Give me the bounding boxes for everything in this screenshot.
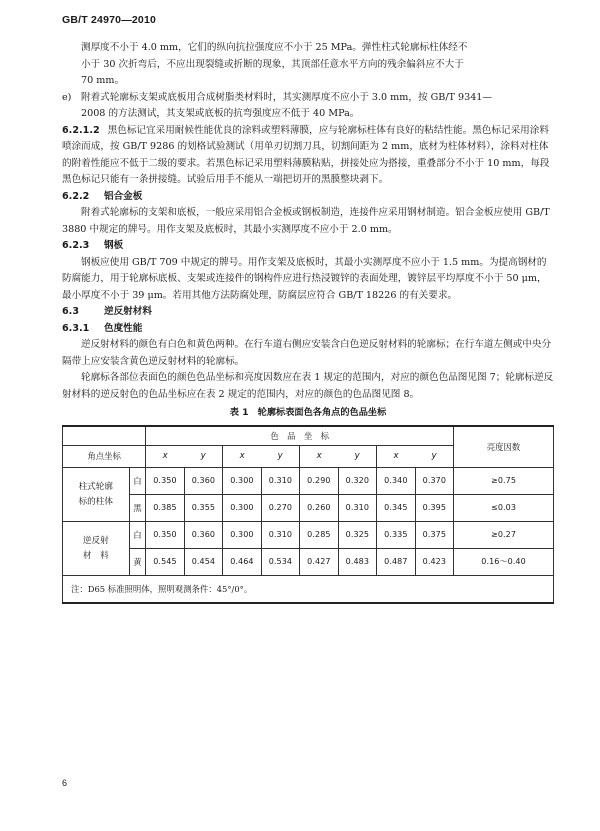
value-cell: 0.345	[377, 495, 415, 522]
page-number: 6	[62, 778, 68, 788]
axis-y-label: y	[354, 451, 360, 462]
axis-y-label: y	[277, 451, 283, 462]
axis-y-label: y	[431, 451, 437, 462]
axis-x-label: x	[393, 451, 399, 462]
standard-number-header: GB/T 24970—2010	[62, 14, 157, 26]
value-cell: 0.260	[300, 495, 338, 522]
luminance-cell: ≥0.27	[454, 522, 554, 549]
group-label: 逆反射 材 料	[63, 522, 130, 576]
value-cell: 0.370	[415, 468, 453, 495]
value-cell: 0.423	[415, 549, 453, 576]
value-cell: 0.360	[184, 468, 222, 495]
group-label: 柱式轮廓 标的柱体	[63, 468, 130, 522]
value-cell: 0.300	[223, 468, 261, 495]
value-cell: 0.350	[146, 522, 184, 549]
value-cell: 0.355	[184, 495, 222, 522]
value-cell: 0.385	[146, 495, 184, 522]
luminance-cell: 0.16～0.40	[454, 549, 554, 576]
value-cell: 0.270	[261, 495, 299, 522]
value-cell: 0.300	[223, 522, 261, 549]
value-cell: 0.545	[146, 549, 184, 576]
section-6-2-1-2	[62, 123, 554, 189]
clause-title: 铝合金板	[104, 190, 143, 202]
list-item-label: e)	[62, 91, 72, 103]
value-cell: 0.487	[377, 549, 415, 576]
value-cell: 0.534	[261, 549, 299, 576]
axis-x-label: x	[316, 451, 322, 462]
corner-header: 角点坐标	[63, 446, 146, 468]
corner-3-header	[300, 446, 377, 468]
luminance-cell: ≥0.75	[454, 468, 554, 495]
corner-4-header	[377, 446, 454, 468]
value-cell: 0.360	[184, 522, 222, 549]
clause-number: 6.3.1	[62, 322, 90, 334]
value-cell: 0.290	[300, 468, 338, 495]
clause-number: 6.2.1.2	[62, 124, 100, 136]
value-cell: 0.375	[415, 522, 453, 549]
clause-title: 逆反射材料	[104, 306, 152, 317]
clause-title: 色度性能	[104, 322, 143, 334]
clause-text: 黑色标记宜采用耐候性能优良的涂料或塑料薄膜，应与轮廓标柱体有良好的粘结性能。黑色标记采用涂料喷涂而成，按 GB/T 9286 的划格试验测试（用单刃切割刀具，切割间距为 2 mm，底材为柱体材料），涂料对柱体的附着性能应不低于二级的要求。若黑色标记采用塑料薄膜粘贴，拼接处应为搭接，重叠部分不小于 10 mm，每段黑色标记只能有一条拼接缝。试验后用手不能从一端把切开的黑膜整块剥下。	[62, 124, 550, 185]
table-row	[63, 495, 554, 522]
clause-title: 钢板	[104, 240, 124, 251]
paragraph-line: 小于 30 次折弯后，不应出现裂缝或折断的现象，其顶部任意水平方向的残余偏斜应不大于	[81, 58, 464, 70]
value-cell: 0.464	[223, 549, 261, 576]
table-note: 注：D65 标准照明体，照明观测条件：45°/0°。	[63, 576, 554, 604]
chroma-header: 色 品 坐 标	[146, 426, 454, 446]
section-6-3-1-text: 轮廓标各部位表面色的颜色色品坐标和亮度因数应在表 1 规定的范围内，对应的颜色色品图见图 7；轮廓标逆反射材料的逆反射色的色品坐标应在表 2 规定的范围内，对应的颜色的色品图见图 8。	[62, 372, 554, 400]
luminance-header: 亮度因数	[454, 426, 554, 468]
color-cell: 白	[129, 522, 146, 549]
value-cell: 0.483	[338, 549, 376, 576]
axis-x-label: x	[162, 451, 168, 462]
value-cell: 0.454	[184, 549, 222, 576]
clause-number: 6.2.3	[62, 240, 90, 251]
section-6-3-1-heading	[62, 321, 554, 338]
value-cell: 0.340	[377, 468, 415, 495]
value-cell: 0.310	[261, 522, 299, 549]
paragraph-line: 测厚度不小于 4.0 mm，它们的纵向抗拉强度应不小于 25 MPa。弹性柱式轮廓标柱体经不	[81, 42, 468, 53]
section-6-2-3-heading	[62, 238, 554, 255]
table-row	[63, 522, 554, 549]
value-cell: 0.395	[415, 495, 453, 522]
value-cell: 0.310	[261, 468, 299, 495]
section-6-3-heading	[62, 304, 554, 321]
axis-x-label: x	[239, 451, 245, 462]
table-row	[63, 468, 554, 495]
corner-1-header	[146, 446, 223, 468]
table-caption: 表 1 轮廓标表面色各角点的色品坐标	[229, 407, 387, 418]
value-cell: 0.335	[377, 522, 415, 549]
section-6-3-1-text: 逆反射材料的颜色有白色和黄色两种。在行车道右侧应安装含白色逆反射材料的轮廓标；在行车道左侧或中央分隔带上应安装含黄色逆反射材料的轮廓标。	[62, 339, 552, 367]
paragraph-line: 70 mm。	[81, 75, 125, 86]
corner-2-header	[223, 446, 300, 468]
color-cell: 黑	[129, 495, 146, 522]
value-cell: 0.320	[338, 468, 376, 495]
clause-number: 6.3	[62, 306, 79, 317]
value-cell: 0.427	[300, 549, 338, 576]
page-content	[62, 40, 554, 604]
table-row	[63, 549, 554, 576]
section-6-2-3-text: 钢板应使用 GB/T 709 中规定的牌号。用作支架及底板时，其最小实测厚度不应小于 1.5 mm。为提高钢材的防腐能力，用于轮廓标底板、支架或连接件的钢构件应进行热浸镀锌的表面处理，镀锌层平均厚度不小于 50 μm，最小厚度不小于 39 μm。若用其他方法防腐处理，防腐层应符合 GB/T 18226 的有关要求。	[62, 256, 547, 301]
value-cell: 0.350	[146, 468, 184, 495]
value-cell: 0.310	[338, 495, 376, 522]
value-cell: 0.325	[338, 522, 376, 549]
color-cell: 白	[129, 468, 146, 495]
axis-y-label: y	[200, 451, 206, 462]
section-6-2-2-text: 附着式轮廓标的支架和底板，一般应采用铝合金板或钢板制造，连接件应采用钢材制造。铝合金板应使用 GB/T 3880 中规定的牌号。用作支架及底板时，其最小实测厚度不应小于 2.0 mm。	[62, 207, 550, 235]
value-cell: 0.285	[300, 522, 338, 549]
paragraph-line: 附着式轮廓标支架或底板用合成树脂类材料时，其实测厚度不应小于 3.0 mm，按 GB/T 9341—	[81, 91, 493, 103]
clause-number: 6.2.2	[62, 190, 90, 202]
paragraph-line: 2008 的方法测试，其支架或底板的抗弯强度应不低于 40 MPa。	[81, 108, 360, 119]
color-cell: 黄	[129, 549, 146, 576]
list-item-e	[62, 90, 554, 123]
luminance-cell: ≤0.03	[454, 495, 554, 522]
chromaticity-table	[62, 425, 554, 605]
value-cell: 0.300	[223, 495, 261, 522]
section-6-2-2-heading	[62, 189, 554, 206]
